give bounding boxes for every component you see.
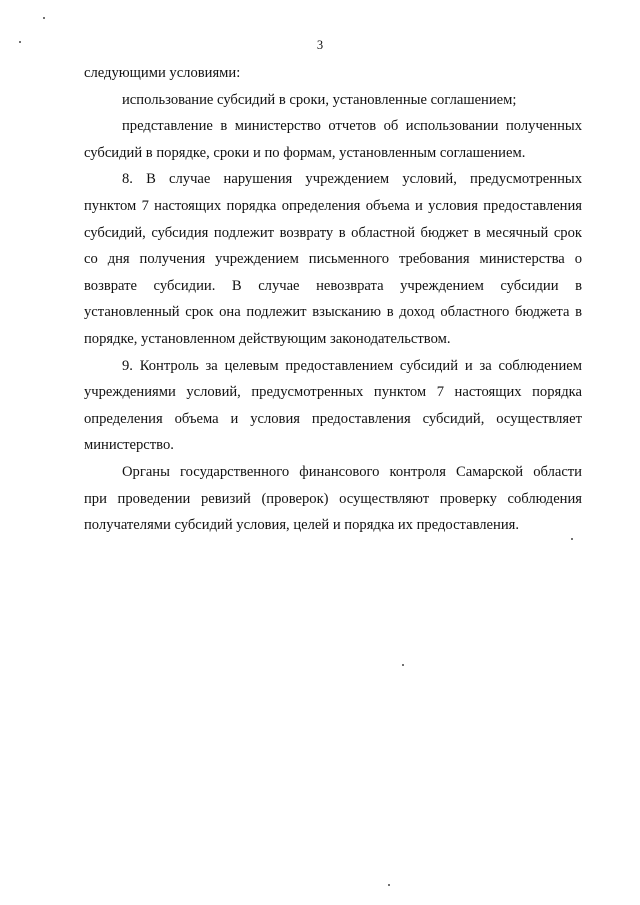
paragraph-clause-8 xyxy=(84,166,582,352)
text-line: порядке, установленном действующим законодательством. xyxy=(84,330,451,347)
scan-speck xyxy=(19,41,21,43)
text-line: учреждениями условий, предусмотренных пунктом 7 настоящих порядка xyxy=(84,384,582,401)
text-line: следующими условиями: xyxy=(84,65,241,81)
text-line: получателями субсидий условия, целей и порядка их предоставления. xyxy=(84,517,520,534)
paragraph-financial-control xyxy=(84,459,582,539)
text-line: 9. Контроль за целевым предоставлением субсидий и за соблюдением xyxy=(122,357,582,374)
text-line: субсидий, субсидия подлежит возврату в областной бюджет в месячный срок xyxy=(84,224,582,241)
paragraph-intro-continuation xyxy=(84,60,582,87)
paragraph-condition-usage xyxy=(84,87,582,114)
page-number: 3 xyxy=(316,38,324,52)
text-line: министерство. xyxy=(84,437,174,454)
scan-speck xyxy=(402,664,404,666)
text-line: 8. В случае нарушения учреждением условий, предусмотренных xyxy=(122,171,582,188)
text-line: при проведении ревизий (проверок) осуществляют проверку соблюдения xyxy=(84,490,582,507)
text-line: представление в министерство отчетов об использовании полученных xyxy=(122,118,582,135)
paragraph-condition-reports xyxy=(84,113,582,166)
text-line: со дня получения учреждением письменного требования министерства о xyxy=(84,251,582,268)
text-line: пунктом 7 настоящих порядка определения объема и условия предоставления xyxy=(84,197,582,214)
document-body xyxy=(84,60,582,539)
paragraph-clause-9 xyxy=(84,353,582,459)
text-line: Органы государственного финансового контроля Самарской области xyxy=(122,463,582,480)
scan-speck xyxy=(43,17,45,19)
text-line: субсидий в порядке, сроки и по формам, установленным соглашением. xyxy=(84,144,526,161)
text-line: определения объема и условия предоставления субсидий, осуществляет xyxy=(84,410,582,427)
text-line: использование субсидий в сроки, установленные соглашением; xyxy=(122,91,517,108)
text-line: возврате субсидии. В случае невозврата учреждением субсидии в xyxy=(84,277,582,294)
scan-speck xyxy=(388,884,390,886)
text-line: установленный срок она подлежит взысканию в доход областного бюджета в xyxy=(84,304,582,321)
scan-speck xyxy=(571,538,573,540)
